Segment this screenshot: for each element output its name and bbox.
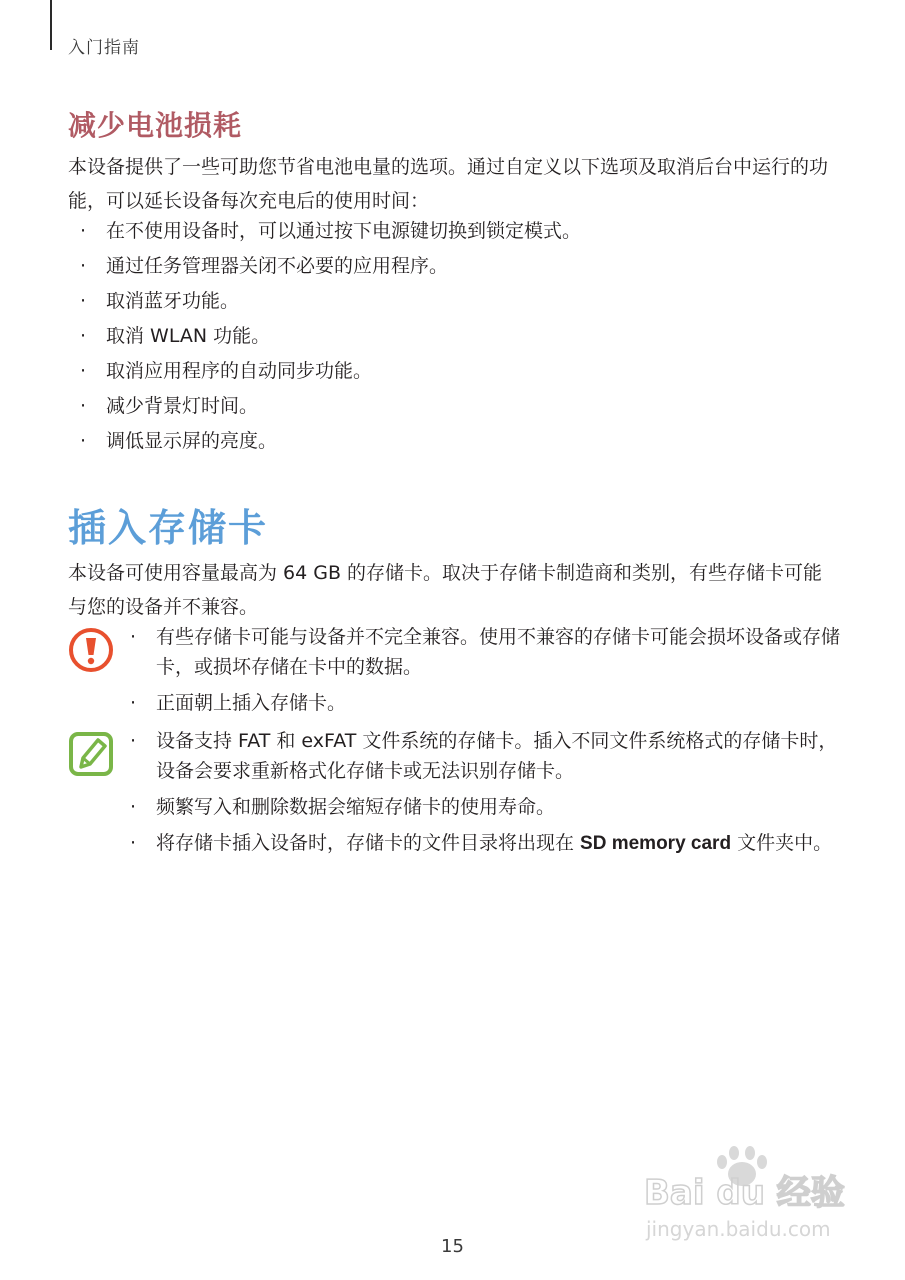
battery-intro: 本设备提供了一些可助您节省电池电量的选项。通过自定义以下选项及取消后台中运行的功能，可以延长设备每次充电后的使用时间： [68, 156, 829, 212]
list-item: · 取消 WLAN 功能。 [80, 325, 271, 347]
warning-list [124, 622, 844, 724]
list-item: · 正面朝上插入存储卡。 [130, 692, 347, 714]
svg-text:jingyan.baidu.com: jingyan.baidu.com [646, 1217, 831, 1241]
running-header: 入门指南 [68, 38, 140, 58]
note-pen-icon [68, 731, 114, 777]
battery-tips-list [70, 214, 581, 459]
section-title-battery: 减少电池损耗 [68, 109, 243, 142]
list-item: · 取消蓝牙功能。 [80, 290, 240, 312]
list-item: · 调低显示屏的亮度。 [80, 430, 278, 452]
page-number: 15 [441, 1236, 464, 1257]
memory-card-intro: 本设备可使用容量最高为 64 GB 的存储卡。取决于存储卡制造商和类别，有些存储卡可能与您的设备并不兼容。 [68, 562, 823, 618]
list-item: · 设备支持 FAT 和 exFAT 文件系统的存储卡。插入不同文件系统格式的存储卡时，设备会要求重新格式化存储卡或无法识别存储卡。 [130, 730, 838, 782]
list-item: · 频繁写入和删除数据会缩短存储卡的使用寿命。 [130, 796, 556, 818]
chapter-title-memory-card: 插入存储卡 [68, 506, 269, 550]
list-item: · 有些存储卡可能与设备并不完全兼容。使用不兼容的存储卡可能会损坏设备或存储卡，或损坏存储在卡中的数据。 [130, 626, 841, 678]
list-item: · 通过任务管理器关闭不必要的应用程序。 [80, 255, 449, 277]
baidu-watermark [640, 1140, 860, 1244]
warning-icon [68, 627, 114, 673]
header-rule [50, 0, 52, 50]
note-list [124, 726, 844, 865]
list-item: · 取消应用程序的自动同步功能。 [80, 360, 373, 382]
list-item: · 将存储卡插入设备时，存储卡的文件目录将出现在 SD memory card 文件夹中。 [130, 832, 833, 854]
folder-name: SD memory card [580, 833, 732, 854]
svg-text:Bai du 经验: Bai du 经验 [644, 1173, 845, 1213]
list-item: · 在不使用设备时，可以通过按下电源键切换到锁定模式。 [80, 220, 582, 242]
list-item: · 减少背景灯时间。 [80, 395, 259, 417]
